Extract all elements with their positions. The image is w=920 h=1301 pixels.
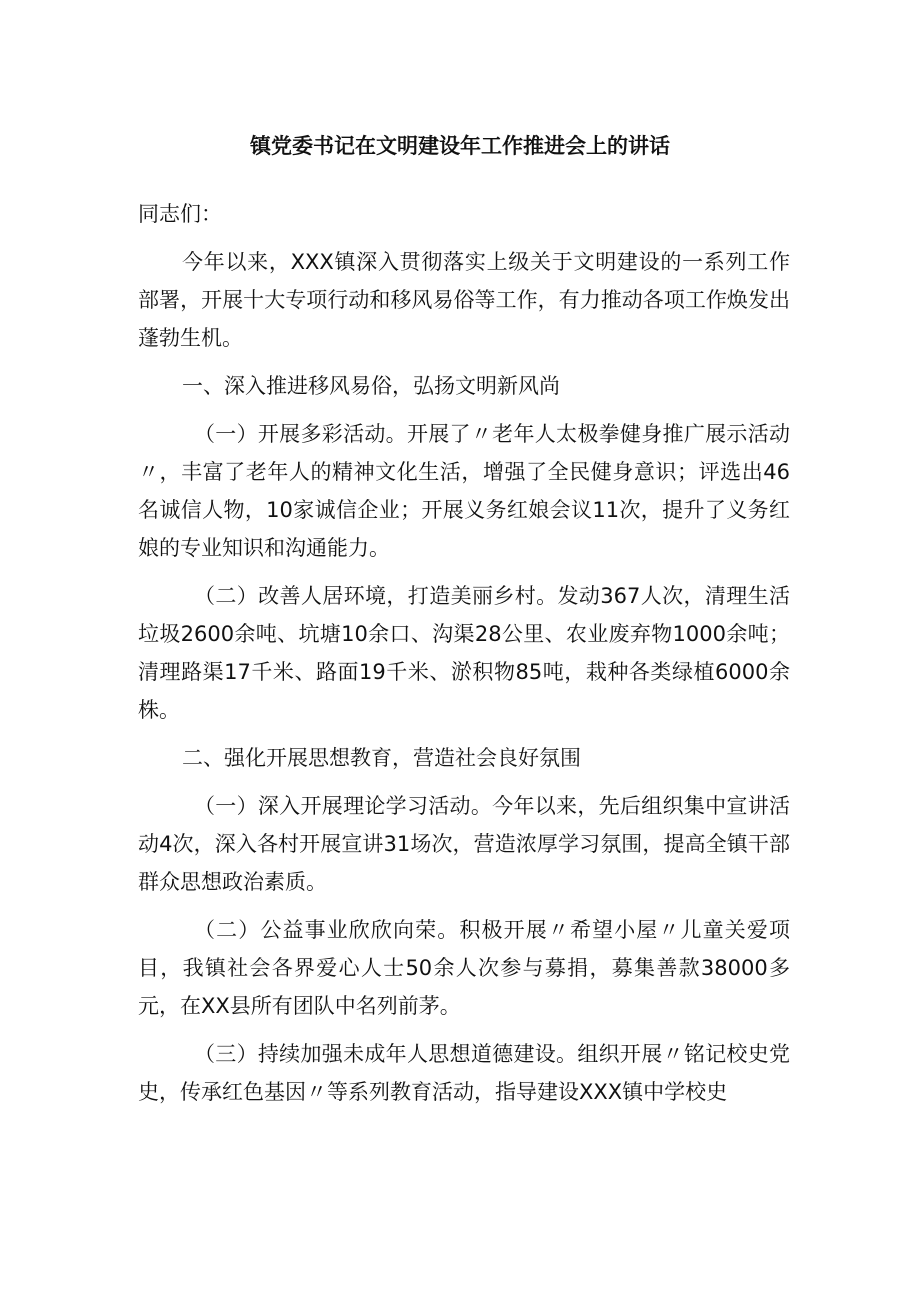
section-heading-2: 二、强化开展思想教育，营造社会良好氛围 [182,746,581,770]
section1-item1-paragraph: （一）开展多彩活动。开展了〃老年人太极拳健身推广展示活动〃，丰富了老年人的精神文化生活，增强了全民健身意识；评选出46名诚信人物，10家诚信企业；开展义务红娘会议11次，提升了义务红娘的专业知识和沟通能力。 [138,422,790,560]
section-heading-1: 一、深入推进移风易俗，弘扬文明新风尚 [182,374,560,398]
salutation: 同志们： [138,202,222,226]
section1-item2-paragraph: （二）改善人居环境，打造美丽乡村。发动367人次，清理生活垃圾2600余吨、坑塘10余口、沟渠28公里、农业废弃物1000余吨；清理路渠17千米、路面19千米、淤积物85吨，栽种各类绿植6000余株。 [138,584,790,722]
section2-item2-paragraph: （二）公益事业欣欣向荣。积极开展〃希望小屋〃儿童关爱项目，我镇社会各界爱心人士50余人次参与募捐，募集善款38000多元，在XX县所有团队中名列前茅。 [138,918,790,1018]
section2-item1-paragraph: （一）深入开展理论学习活动。今年以来，先后组织集中宣讲活动4次，深入各村开展宣讲31场次，营造浓厚学习氛围，提高全镇干部群众思想政治素质。 [138,794,790,894]
intro-paragraph: 今年以来，XXX镇深入贯彻落实上级关于文明建设的一系列工作部署，开展十大专项行动和移风易俗等工作，有力推动各项工作焕发出蓬勃生机。 [138,250,790,350]
document-title: 镇党委书记在文明建设年工作推进会上的讲话 [250,134,670,158]
document-body [138,195,790,1121]
section2-item3-paragraph: （三）持续加强未成年人思想道德建设。组织开展〃铭记校史党史，传承红色基因〃等系列教育活动，指导建设XXX镇中学校史 [138,1042,790,1104]
